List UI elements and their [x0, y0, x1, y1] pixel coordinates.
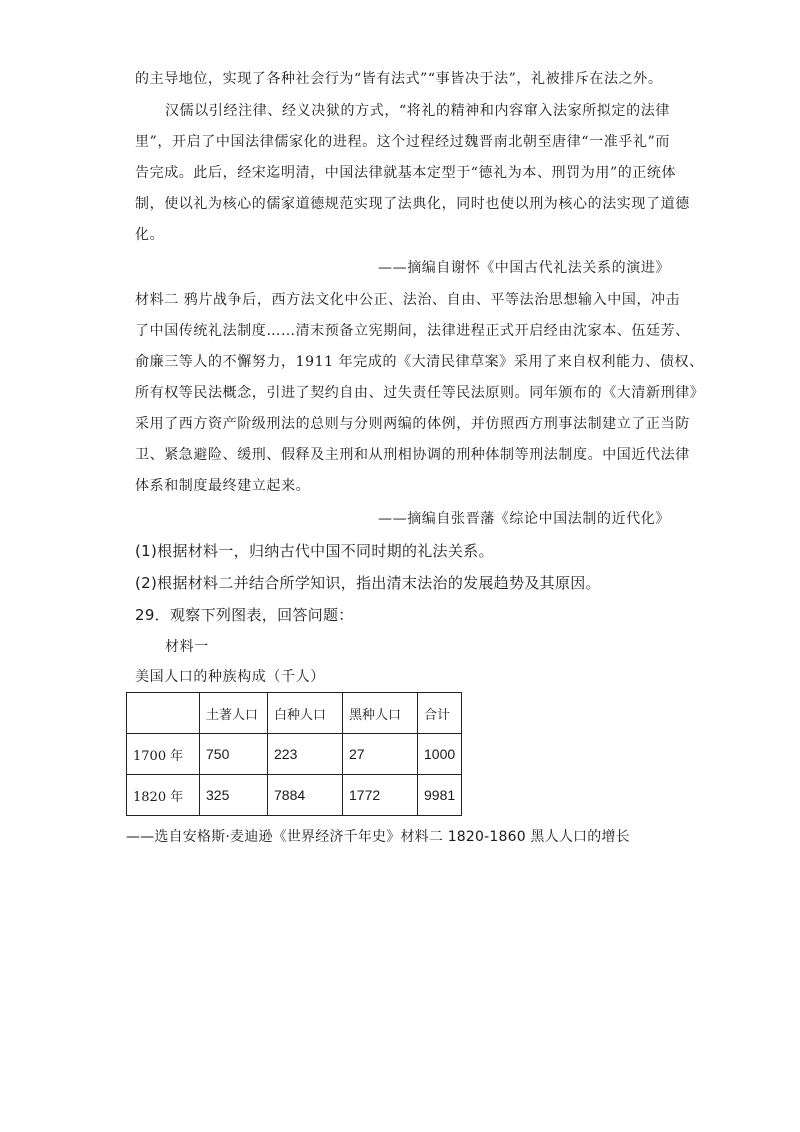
- material1-label: 材料一: [165, 639, 209, 655]
- table-cell-year: 1820 年: [127, 775, 200, 816]
- question-29: 29．观察下列图表，回答问题：: [135, 606, 354, 624]
- paragraph-line: 里”，开启了中国法律儒家化的进程。这个过程经过魏晋南北朝至唐律“一准乎礼”而: [135, 134, 670, 150]
- material2-line: 材料二 鸦片战争后，西方法文化中公正、法治、自由、平等法治思想输入中国，冲击: [135, 292, 681, 308]
- table-header-row: [127, 693, 462, 734]
- material2-line: 采用了西方资产阶级刑法的总则与分则两编的体例，并仿照西方刑事法制建立了正当防: [135, 416, 690, 432]
- table-cell: 9981: [418, 775, 462, 816]
- paragraph-line: 化。: [135, 227, 165, 243]
- table-cell: 223: [268, 734, 343, 775]
- table-header-cell: 黑种人口: [343, 693, 418, 734]
- material2-line: 俞廉三等人的不懈努力，1911 年完成的《大清民律草案》采用了来自权利能力、债权、: [135, 354, 704, 370]
- table-cell: 1000: [418, 734, 462, 775]
- material2-line: 体系和制度最终建立起来。: [135, 478, 311, 494]
- question-2: (2)根据材料二并结合所学知识，指出清末法治的发展趋势及其原因。: [135, 574, 601, 592]
- source-citation-1: ——摘编自谢怀《中国古代礼法关系的演进》: [378, 260, 670, 276]
- table-header-cell: [127, 693, 200, 734]
- table-cell: 27: [343, 734, 418, 775]
- source-citation-2: ——摘编自张晋藩《综论中国法制的近代化》: [378, 511, 670, 527]
- paragraph-line: 的主导地位，实现了各种社会行为“皆有法式”“事皆决于法”，礼被排斥在法之外。: [135, 71, 663, 87]
- table-header-cell: 土著人口: [200, 693, 268, 734]
- table-source-footer: ——选自安格斯·麦迪逊《世界经济千年史》材料二 1820-1860 黑人人口的增长: [126, 829, 630, 845]
- table-cell: 325: [200, 775, 268, 816]
- question-1: (1)根据材料一，归纳古代中国不同时期的礼法关系。: [135, 542, 494, 560]
- table-header-cell: 合计: [418, 693, 462, 734]
- material2-line: 卫、紧急避险、缓刑、假释及主刑和从刑相协调的刑种体制等刑法制度。中国近代法律: [135, 447, 690, 463]
- population-table: [126, 692, 462, 816]
- table-cell: 1772: [343, 775, 418, 816]
- paragraph-line: 汉儒以引经注律、经义决狱的方式，“将礼的精神和内容窜入法家所拟定的法律: [165, 103, 670, 119]
- table-cell: 7884: [268, 775, 343, 816]
- paragraph-line: 告完成。此后，经宋迄明清，中国法律就基本定型于“德礼为本、刑罚为用”的正统体: [135, 165, 677, 181]
- table-header-cell: 白种人口: [268, 693, 343, 734]
- material2-line: 所有权等民法概念，引进了契约自由、过失责任等民法原则。同年颁布的《大清新刑律》: [135, 385, 705, 401]
- table-title: 美国人口的种族构成（千人）: [135, 669, 325, 685]
- table-row: [127, 775, 462, 816]
- table-row: [127, 734, 462, 775]
- material2-line: 了中国传统礼法制度……清末预备立宪期间，法律进程正式开启经由沈家本、伍廷芳、: [135, 323, 690, 339]
- table-cell-year: 1700 年: [127, 734, 200, 775]
- table-cell: 750: [200, 734, 268, 775]
- paragraph-line: 制，使以礼为核心的儒家道德规范实现了法典化，同时也使以刑为核心的法实现了道德: [135, 196, 690, 212]
